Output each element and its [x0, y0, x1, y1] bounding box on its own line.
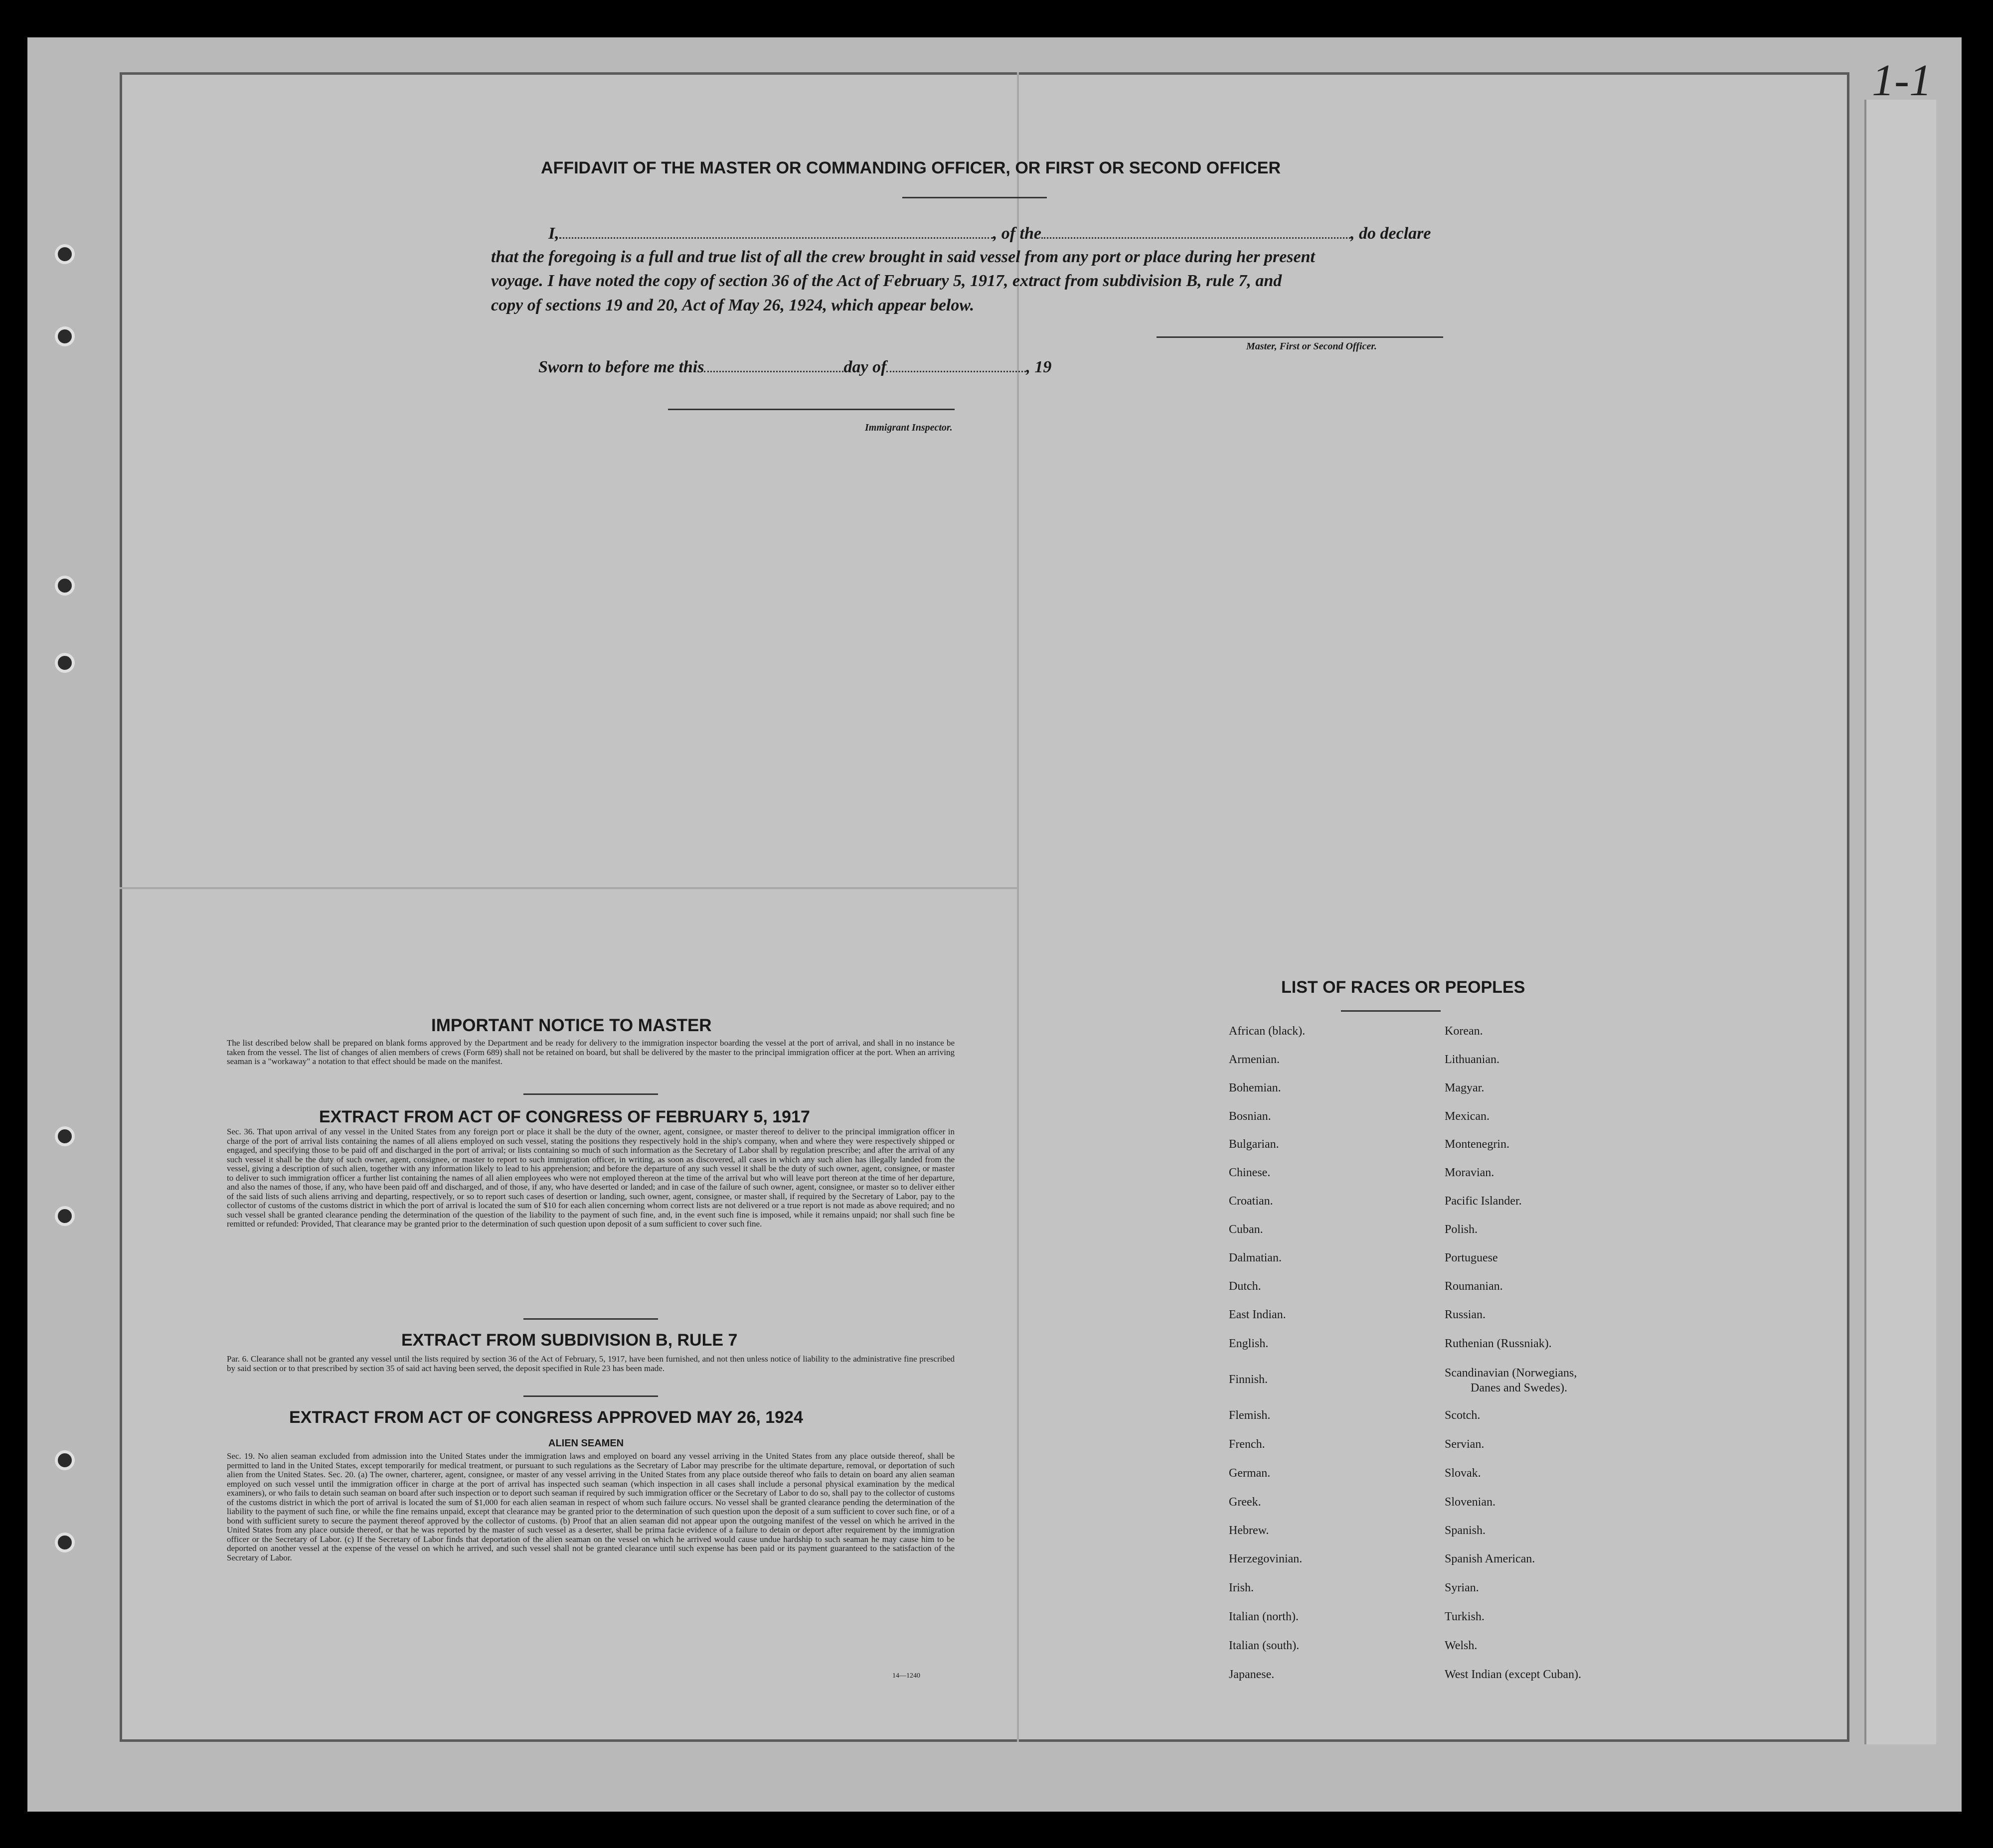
race-item: English.: [1229, 1337, 1269, 1350]
notice-text: The list described below shall be prepared on blank forms approved by the Department and be ready for delivery to the immigration inspector boarding the vessel at the port of arrival, and shall in no instance be taken from the vessel. The list of changes of alien members of crews (Form 689) shall not be retained on board, but shall be delivered by the master to the principal immigration officer at the port. When an arriving seaman is a "workaway" a notation to that effect should be made on the manifest.: [227, 1038, 955, 1066]
race-item: Dalmatian.: [1229, 1251, 1282, 1264]
stacked-page-edges: [1864, 100, 1936, 1744]
race-item: Italian (south).: [1229, 1639, 1300, 1652]
binder-hole-icon: [55, 1533, 75, 1552]
race-item: Turkish.: [1445, 1610, 1485, 1623]
race-item: Spanish.: [1445, 1524, 1486, 1537]
race-item: Greek.: [1229, 1496, 1261, 1509]
act-1917-divider: [523, 1318, 658, 1320]
race-item: Moravian.: [1445, 1166, 1495, 1179]
race-item: Chinese.: [1229, 1166, 1271, 1179]
race-item: Portuguese: [1445, 1251, 1498, 1264]
affidavit-line-3: voyage. I have noted the copy of section 36 of the Act of February 5, 1917, extract from subdivision B, rule 7, and: [491, 272, 1282, 290]
rule-7-divider: [523, 1395, 658, 1397]
inspector-signature-line[interactable]: [668, 409, 955, 410]
form-number: 14—1240: [892, 1672, 920, 1680]
race-item: Montenegrin.: [1445, 1138, 1509, 1151]
act-1924-subtitle: ALIEN SEAMEN: [548, 1438, 624, 1449]
race-item: Polish.: [1445, 1223, 1478, 1236]
race-item: Bosnian.: [1229, 1110, 1271, 1123]
affidavit-line-4: copy of sections 19 and 20, Act of May 26, 1924, which appear below.: [491, 296, 975, 314]
race-item: Pacific Islander.: [1445, 1195, 1522, 1208]
races-title: LIST OF RACES OR PEOPLES: [1281, 978, 1525, 997]
race-item: Lithuanian.: [1445, 1053, 1499, 1066]
race-item: Spanish American.: [1445, 1552, 1535, 1565]
race-item: Dutch.: [1229, 1280, 1261, 1293]
race-item: East Indian.: [1229, 1308, 1286, 1321]
sworn-line: Sworn to before me this day of , 19: [538, 358, 1052, 376]
race-item: Cuban.: [1229, 1223, 1263, 1236]
name-blank[interactable]: [559, 232, 993, 239]
rule-7-title: EXTRACT FROM SUBDIVISION B, RULE 7: [401, 1331, 738, 1350]
race-item: Roumanian.: [1445, 1280, 1503, 1293]
races-divider: [1341, 1010, 1441, 1012]
race-item: Finnish.: [1229, 1373, 1268, 1386]
master-signature-label: Master, First or Second Officer.: [1246, 341, 1377, 352]
race-item: Scandinavian (Norwegians,: [1445, 1367, 1577, 1380]
binder-hole-icon: [55, 653, 75, 673]
title-divider: [902, 197, 1047, 198]
handwritten-page-mark: 1-1: [1872, 56, 1932, 105]
race-item: Mexican.: [1445, 1110, 1490, 1123]
notice-divider: [523, 1093, 658, 1095]
race-item: Ruthenian (Russniak).: [1445, 1337, 1552, 1350]
race-item: German.: [1229, 1467, 1271, 1480]
race-item: Armenian.: [1229, 1053, 1280, 1066]
master-signature-line[interactable]: [1157, 336, 1443, 338]
binder-hole-icon: [55, 326, 75, 346]
race-item: Irish.: [1229, 1581, 1254, 1594]
race-item: West Indian (except Cuban).: [1445, 1668, 1581, 1681]
binder-hole-icon: [55, 244, 75, 264]
act-1917-text: Sec. 36. That upon arrival of any vessel in the United States from any foreign port or place it shall be the duty of the owner, agent, consignee, or master thereof to deliver to the principal immigration officer in charge of the port of arrival lists containing the names of all aliens employed on such vessel, stating the positions they respectively hold in the ship's company, when and where they were respectively shipped or engaged, and specifying those to be paid off and discharged in the port of arrival; or lists containing so much of such information as the Secretary of Labor shall by regulation prescribe; and after the arrival of any such vessel it shall be the duty of such owner, agent, consignee, or master to report to such immigration officer, in writing, as soon as discovered, all cases in which any such alien has illegally landed from the vessel, giving a description of such alien, together with any information likely to lead to his apprehension; and before the departure of any such vessel it shall be the duty of such owner, agent, consignee, or master to deliver to such immigration officer a further list containing the names of all alien employees who were not employed thereon at the time of the arrival but who will leave port thereon at the time of her departure, and also the names of those, if any, who have been paid off and discharged, and of those, if any, who have deserted or landed; and in case of the failure of such owner, agent, consignee, or master so to deliver either of the said lists of such aliens arriving and departing, respectively, or so to report such cases of desertion or landing, such owner, agent, consignee, or master shall, if required by the Secretary of Labor, pay to the collector of customs of the customs district in which the port of arrival is located the sum of $10 for each alien concerning whom correct lists are not delivered or a true report is not made as above required; and no such vessel shall be granted clearance pending the determination of the question of the liability to the payment of such fine, and, in the event such fine is imposed, while it remains unpaid; nor shall such fine be remitted or refunded: Provided, That clearance may be granted prior to the determination of such question upon deposit of a sum sufficient to cover such fine.: [227, 1127, 955, 1229]
race-item: Korean.: [1445, 1025, 1483, 1038]
vessel-blank[interactable]: [1041, 232, 1350, 239]
race-item: Bulgarian.: [1229, 1138, 1279, 1151]
race-item: Danes and Swedes).: [1471, 1382, 1567, 1394]
affidavit-line-1: I, , of the , do declare: [548, 224, 1431, 243]
binder-hole-icon: [55, 1126, 75, 1146]
race-item: Syrian.: [1445, 1581, 1479, 1594]
race-item: Bohemian.: [1229, 1081, 1281, 1094]
vertical-fold: [1017, 72, 1019, 1742]
race-item: African (black).: [1229, 1025, 1306, 1038]
race-item: French.: [1229, 1438, 1265, 1451]
notice-title: IMPORTANT NOTICE TO MASTER: [431, 1016, 712, 1035]
rule-7-text: Par. 6. Clearance shall not be granted any vessel until the lists required by section 36 of the Act of February, 5, 1917, have been furnished, and not then unless notice of liability to the administrative fine prescribed by said section or to that prescribed by section 35 of said act having been served, the deposit specified in Rule 23 has been made.: [227, 1354, 955, 1373]
race-item: Slovenian.: [1445, 1496, 1495, 1509]
binder-hole-icon: [55, 1450, 75, 1470]
race-item: Herzegovinian.: [1229, 1552, 1303, 1565]
binder-hole-icon: [55, 576, 75, 596]
race-item: Welsh.: [1445, 1639, 1478, 1652]
binder-hole-icon: [55, 1206, 75, 1226]
act-1924-title: EXTRACT FROM ACT OF CONGRESS APPROVED MAY 26, 1924: [289, 1408, 803, 1427]
race-item: Servian.: [1445, 1438, 1485, 1451]
race-item: Russian.: [1445, 1308, 1486, 1321]
inspector-signature-label: Immigrant Inspector.: [865, 422, 953, 433]
race-item: Japanese.: [1229, 1668, 1275, 1681]
sworn-day-blank[interactable]: [704, 366, 843, 372]
race-item: Slovak.: [1445, 1467, 1481, 1480]
act-1917-title: EXTRACT FROM ACT OF CONGRESS OF FEBRUARY 5, 1917: [319, 1107, 810, 1126]
affidavit-title: AFFIDAVIT OF THE MASTER OR COMMANDING OFFICER, OR FIRST OR SECOND OFFICER: [541, 158, 1281, 177]
race-item: Magyar.: [1445, 1081, 1485, 1094]
race-item: Croatian.: [1229, 1195, 1273, 1208]
race-item: Hebrew.: [1229, 1524, 1269, 1537]
sworn-month-blank[interactable]: [886, 366, 1026, 372]
horizontal-fold: [120, 887, 1017, 889]
affidavit-line-2: that the foregoing is a full and true list of all the crew brought in said vessel from any port or place during her present: [491, 248, 1315, 266]
race-item: Italian (north).: [1229, 1610, 1299, 1623]
race-item: Scotch.: [1445, 1409, 1481, 1422]
act-1924-text: Sec. 19. No alien seaman excluded from admission into the United States under the immigration laws and employed on board any vessel arriving in the United States from any place outside thereof, shall be permitted to land in the United States, except temporarily for medical treatment, or pursuant to such regulations as the Secretary of Labor may prescribe for the ultimate departure, removal, or deportation of such alien from the United States. Sec. 20. (a) The owner, charterer, agent, consignee, or master of any vessel arriving in the United States from any place outside thereof who fails to detain on board any alien seaman employed on such vessel until the immigration officer in charge at the port of arrival has inspected such seaman (which inspection in all cases shall include a personal physical examination by the medical examiners), or who fails to detain such seaman on board after such inspection or to deport such seaman if required by such immigration officer or the Secretary of Labor to do so, shall pay to the collector of customs of the customs district in which the port of arrival is located the sum of $1,000 for each alien seaman in respect of whom such failure occurs. No vessel shall be granted clearance pending the determination of the liability to the payment of such fine, or while the fine remains unpaid, except that clearance may be granted prior to the determination of such question upon the deposit of a sum sufficient to cover such fine, or of a bond with sufficient surety to secure the payment thereof approved by the collector of customs. (b) Proof that an alien seaman did not appear upon the outgoing manifest of the vessel on which he arrived in the United States from any place outside thereof, or that he was reported by the master of such vessel as a deserter, shall be prima facie evidence of a failure to detain or deport after requirement by the immigration officer or the Secretary of Labor. (c) If the Secretary of Labor finds that deportation of the alien seaman on the vessel on which he arrived would cause undue hardship to such seaman he may cause him to be deported on another vessel at the expense of the vessel on which he arrived, and such vessel shall not be granted clearance until such expense has been paid or its payment guaranteed to the satisfaction of the Secretary of Labor.: [227, 1451, 955, 1562]
race-item: Flemish.: [1229, 1409, 1271, 1422]
